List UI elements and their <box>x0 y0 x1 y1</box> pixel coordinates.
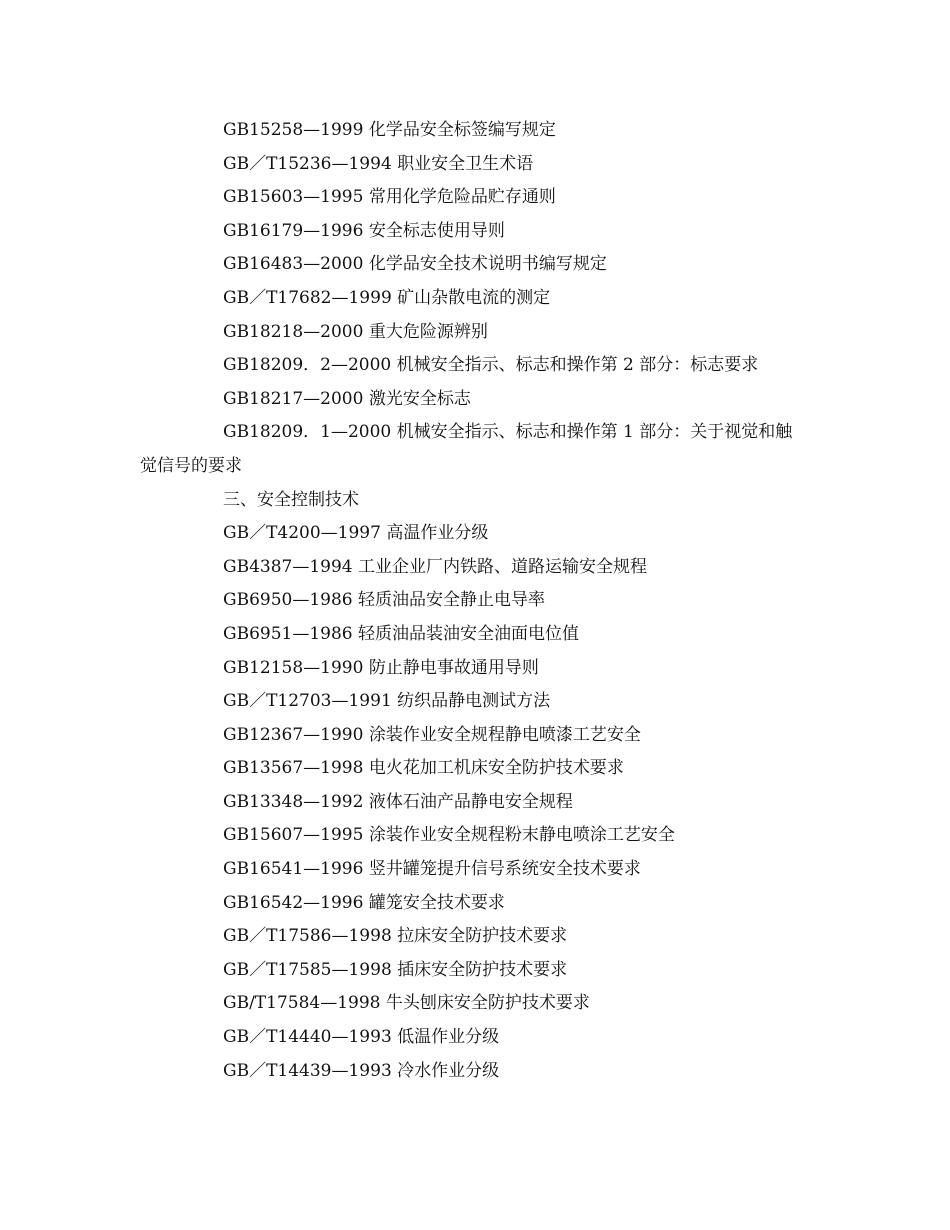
standard-entry: GB6950—1986 轻质油品安全静止电导率 <box>223 590 546 611</box>
standard-entry: GB/T17584—1998 牛头刨床安全防护技术要求 <box>223 993 590 1014</box>
standard-entry: GB15258—1999 化学品安全标签编写规定 <box>223 120 556 140</box>
standard-entry: GB13567—1998 电火花加工机床安全防护技术要求 <box>223 758 624 779</box>
standard-entry: GB4387—1994 工业企业厂内铁路、道路运输安全规程 <box>223 556 648 577</box>
standard-entry: GB18218—2000 重大危险源辨别 <box>223 321 488 342</box>
standard-entry: GB18217—2000 激光安全标志 <box>223 388 471 409</box>
standard-entry: GB／T17682—1999 矿山杂散电流的测定 <box>223 287 551 308</box>
standard-entry: GB15603—1995 常用化学危险品贮存通则 <box>223 187 556 208</box>
standard-entry: GB18209．2—2000 机械安全指示、标志和操作第 2 部分：标志要求 <box>223 355 759 376</box>
standard-entry: GB／T4200—1997 高温作业分级 <box>223 523 489 544</box>
standard-entry: GB／T14439—1993 冷水作业分级 <box>223 1060 500 1081</box>
standard-entry: GB16542—1996 罐笼安全技术要求 <box>223 892 505 913</box>
standard-entry: GB13348—1992 液体石油产品静电安全规程 <box>223 791 573 812</box>
standard-entry: GB16483—2000 化学品安全技术说明书编写规定 <box>223 254 607 275</box>
standard-entry: GB16541—1996 竖井罐笼提升信号系统安全技术要求 <box>223 859 641 880</box>
standard-entry: GB16179—1996 安全标志使用导则 <box>223 220 505 241</box>
standard-entry: GB／T14440—1993 低温作业分级 <box>223 1027 500 1048</box>
standard-entry: GB／T12703—1991 纺织品静电测试方法 <box>223 691 551 712</box>
standard-entry: GB18209．1—2000 机械安全指示、标志和操作第 1 部分：关于视觉和触 <box>223 422 793 443</box>
section-heading: 三、安全控制技术 <box>223 489 359 510</box>
standard-entry: GB6951—1986 轻质油品装油安全油面电位值 <box>223 623 580 644</box>
standard-entry-continuation: 觉信号的要求 <box>140 455 242 476</box>
standard-entry: GB12367—1990 涂装作业安全规程静电喷漆工艺安全 <box>223 724 641 745</box>
document-body <box>0 114 950 1088</box>
standard-entry: GB／T15236—1994 职业安全卫生术语 <box>223 153 534 174</box>
standard-entry: GB12158—1990 防止静电事故通用导则 <box>223 657 539 678</box>
standard-entry: GB／T17586—1998 拉床安全防护技术要求 <box>223 926 568 947</box>
standard-entry: GB／T17585—1998 插床安全防护技术要求 <box>223 959 568 980</box>
standard-entry: GB15607—1995 涂装作业安全规程粉末静电喷涂工艺安全 <box>223 825 675 846</box>
